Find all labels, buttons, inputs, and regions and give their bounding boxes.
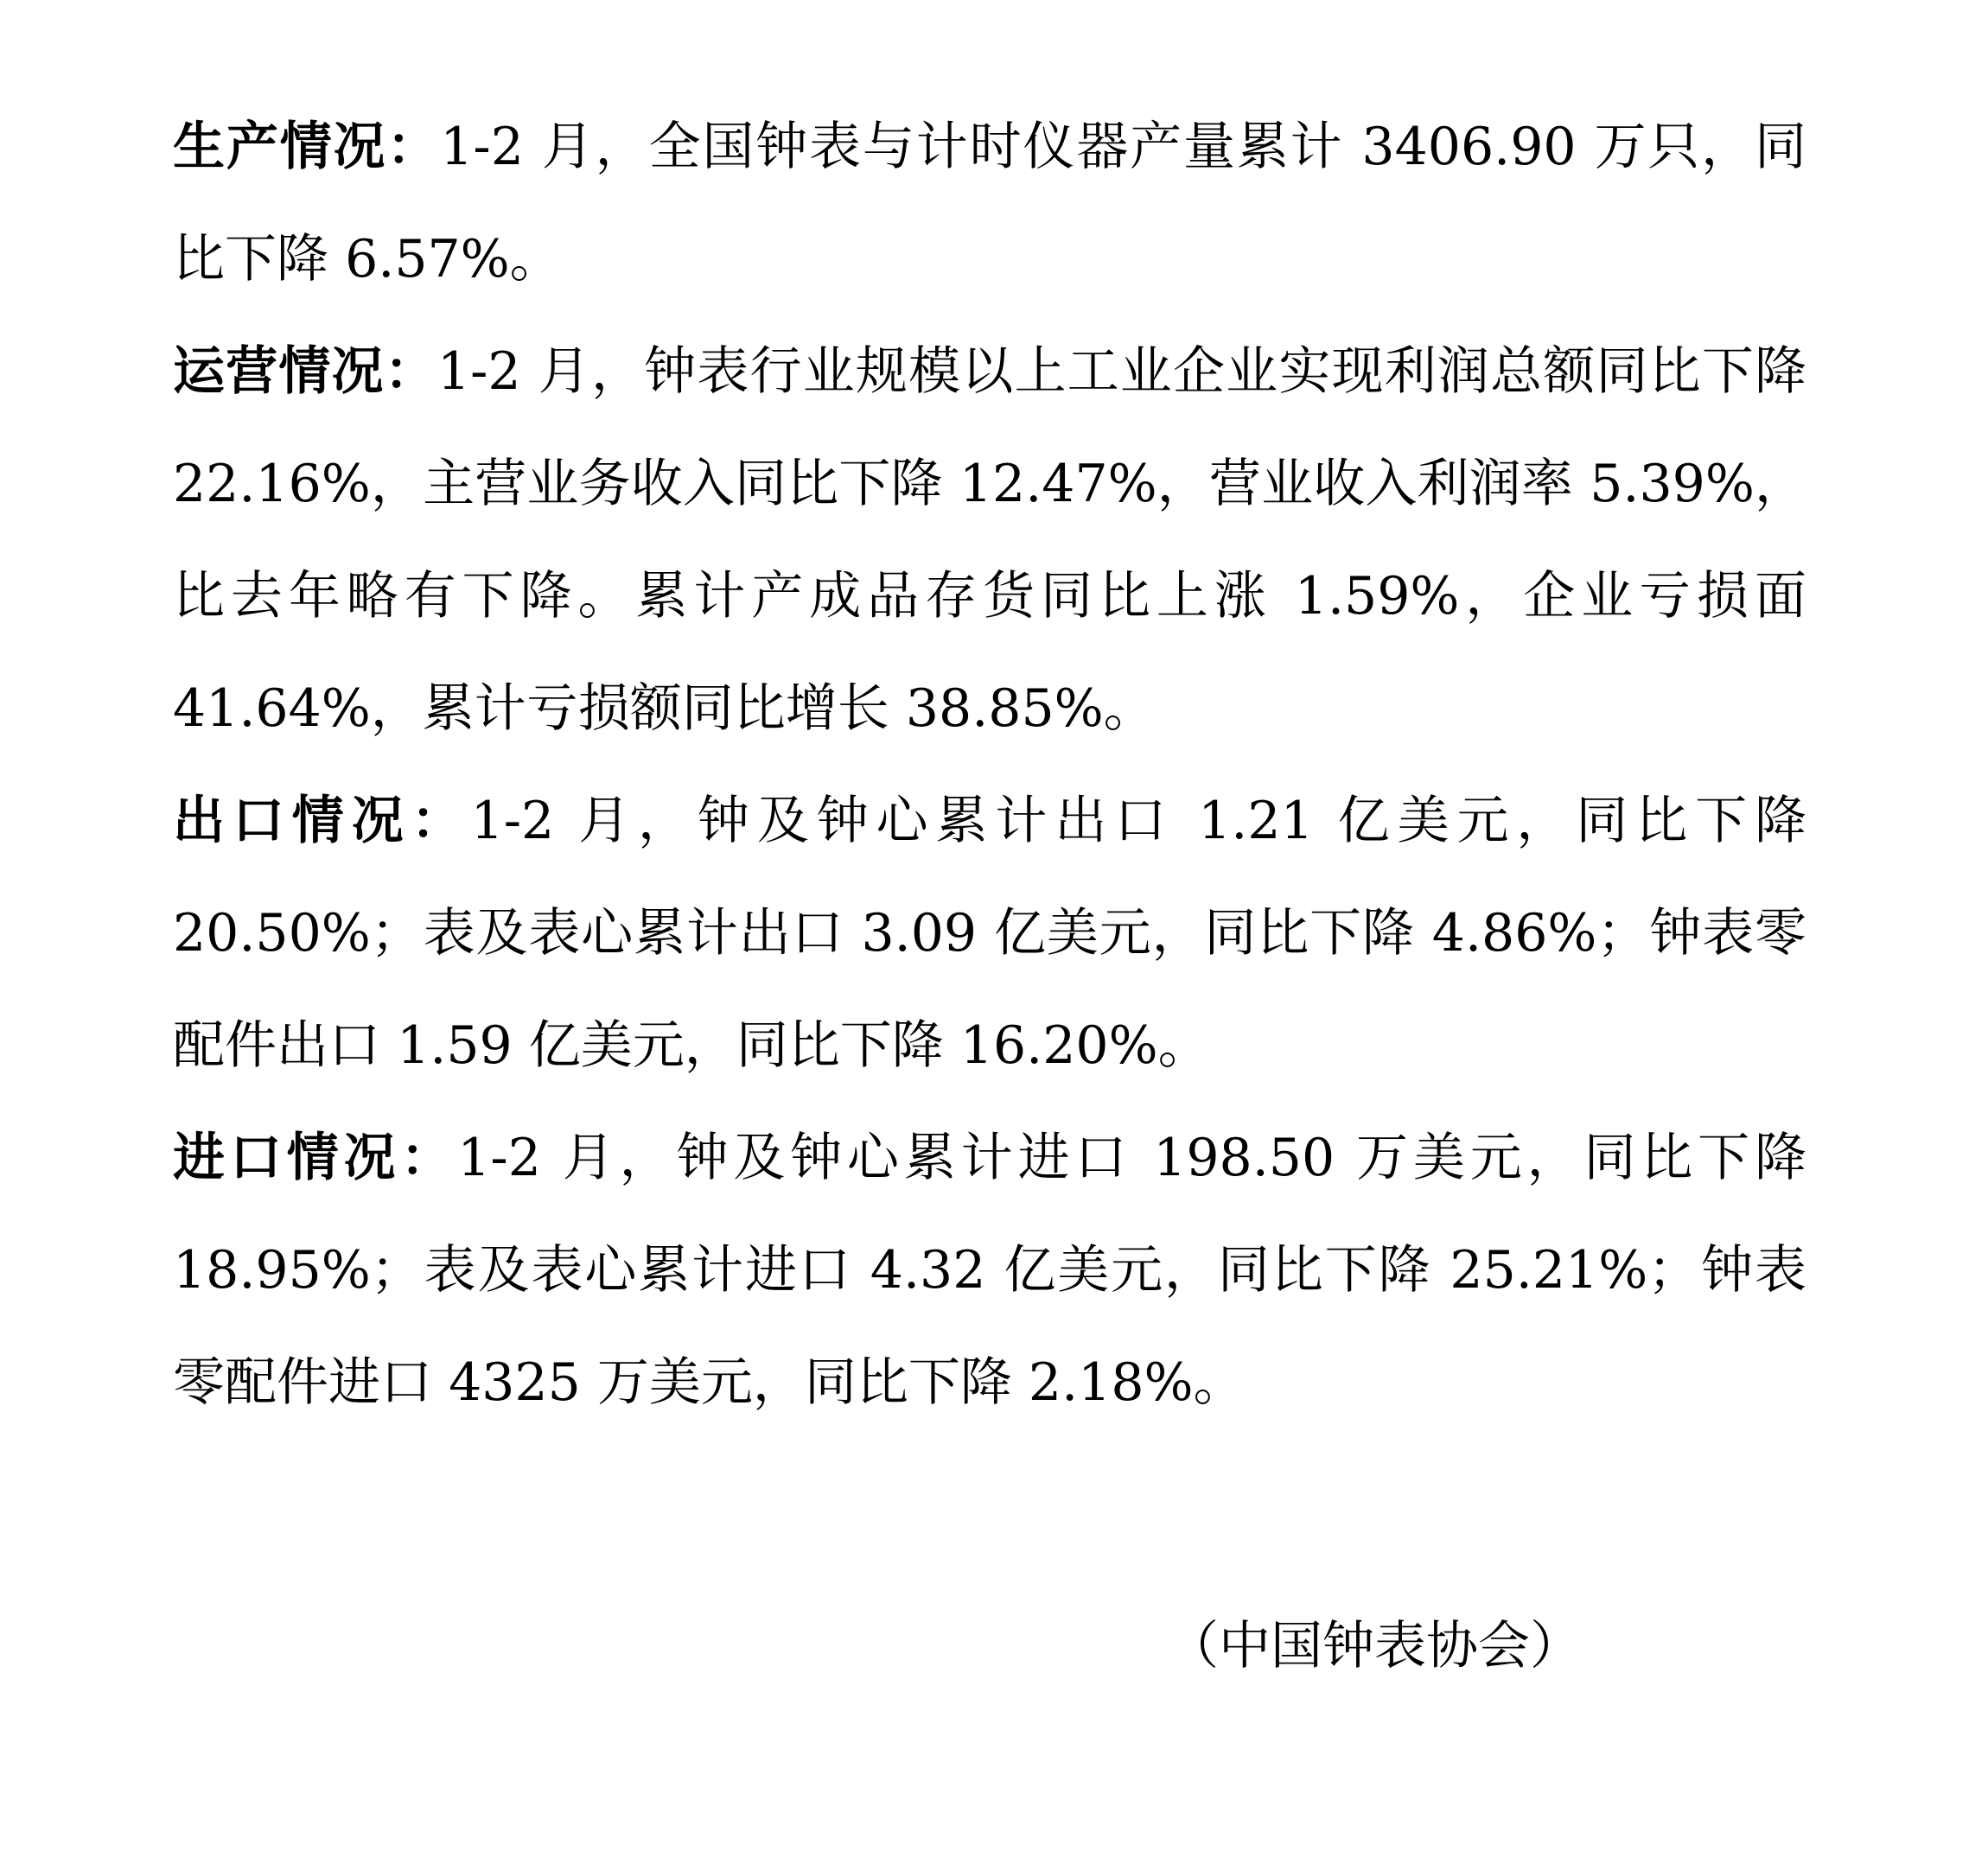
document-body	[173, 91, 1806, 1439]
heading-production: 生产情况：	[173, 117, 441, 177]
paragraph-operation	[173, 315, 1806, 765]
text-export: 1-2 月，钟及钟心累计出口 1.21 亿美元，同比下降 20.50%；表及表心累计出口 3.09 亿美元，同比下降 4.86%；钟表零配件出口 1.59 亿美元，同比下降 16.20%。	[173, 791, 1806, 1076]
text-production: 1-2 月，全国钟表与计时仪器产量累计 3406.90 万只，同比下降 6.57%。	[173, 117, 1807, 289]
heading-import: 进口情况：	[173, 1128, 458, 1188]
text-operation: 1-2 月，钟表行业规模以上工业企业实现利润总额同比下降 22.16%，主营业务收入同比下降 12.47%，营业收入利润率 5.39%，比去年略有下降。累计产成品存货同比上涨 1.59%，企业亏损面 41.64%，累计亏损额同比增长 38.85%。	[173, 341, 1806, 739]
paragraph-import	[173, 1102, 1806, 1439]
text-import: 1-2 月，钟及钟心累计进口 198.50 万美元，同比下降 18.95%；表及表心累计进口 4.32 亿美元，同比下降 25.21%；钟表零配件进口 4325 万美元，同比下降 2.18%。	[173, 1128, 1807, 1413]
signature: （中国钟表协会）	[1167, 1616, 1582, 1676]
paragraph-export	[173, 765, 1806, 1102]
heading-export: 出口情况：	[173, 791, 471, 851]
paragraph-production	[173, 91, 1806, 315]
heading-operation: 运营情况：	[173, 341, 437, 402]
